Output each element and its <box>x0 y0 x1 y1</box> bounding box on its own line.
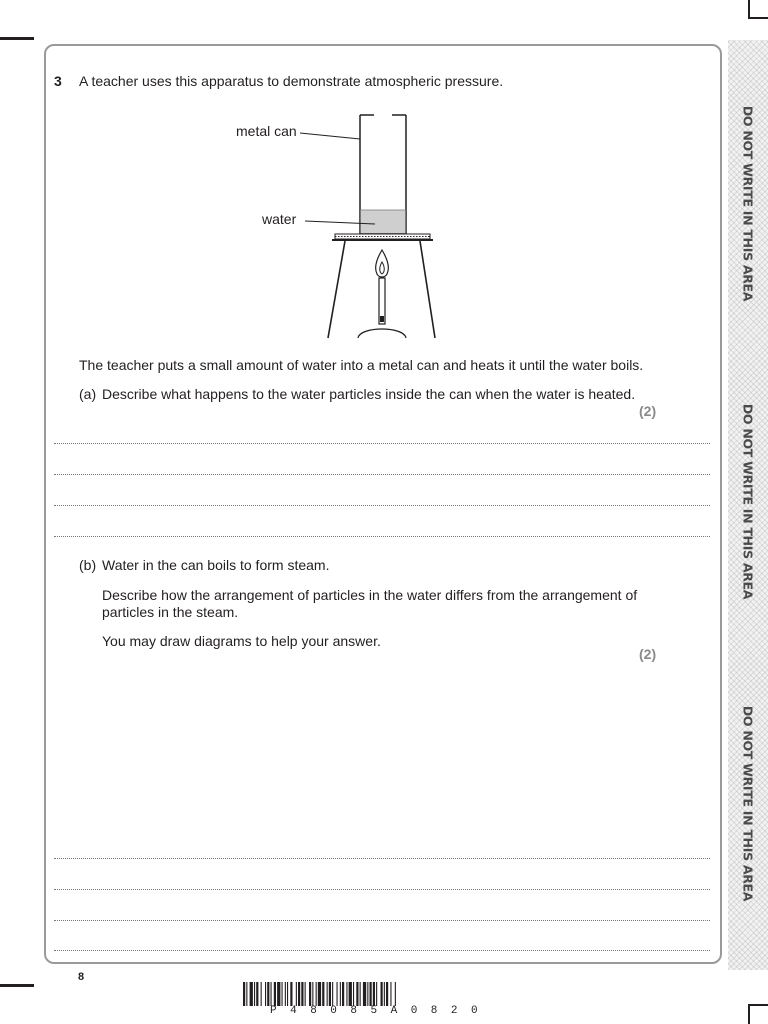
answer-line-a1[interactable] <box>54 443 710 444</box>
answer-line-a4[interactable] <box>54 536 710 537</box>
page-number: 8 <box>78 971 85 983</box>
part-b-text2: Describe how the arrangement of particles in the water differs from the arrangement of particles in the steam. <box>102 587 638 620</box>
apparatus-diagram <box>300 110 460 355</box>
margin-warning-1: DO NOT WRITE IN THIS AREA <box>740 105 756 302</box>
margin-warning-3: DO NOT WRITE IN THIS AREA <box>740 705 756 902</box>
answer-line-b3[interactable] <box>54 920 710 921</box>
label-water: water <box>262 211 297 227</box>
margin-warning-2: DO NOT WRITE IN THIS AREA <box>740 403 756 600</box>
part-a-label: (a) <box>79 386 97 402</box>
barcode-text: P48085A0820 <box>270 1005 492 1017</box>
corner-mark-top-right-h <box>748 17 768 19</box>
leader-line-water <box>305 221 375 224</box>
corner-mark-top-left <box>0 37 34 40</box>
leader-line-metal-can <box>300 133 360 139</box>
part-b-label: (b) <box>79 557 97 573</box>
answer-line-a2[interactable] <box>54 474 710 475</box>
barcode <box>243 982 523 1006</box>
question-context: The teacher puts a small amount of water into a metal can and heats it until the water boils. <box>79 357 644 373</box>
label-metal-can: metal can <box>236 123 297 139</box>
part-b-text1: Water in the can boils to form steam. <box>102 557 330 573</box>
corner-mark-bottom-right-h <box>748 1004 768 1006</box>
part-a-marks: (2) <box>639 403 657 419</box>
corner-mark-top-right <box>748 0 750 18</box>
answer-line-a3[interactable] <box>54 505 710 506</box>
corner-mark-bottom-right <box>748 1004 750 1024</box>
part-b-marks: (2) <box>639 646 657 662</box>
corner-mark-bottom-left <box>0 984 34 987</box>
answer-line-b2[interactable] <box>54 889 710 890</box>
question-intro: A teacher uses this apparatus to demonstrate atmospheric pressure. <box>79 73 504 89</box>
answer-line-b4[interactable] <box>54 950 710 951</box>
part-a-text: Describe what happens to the water particles inside the can when the water is heated. <box>102 386 636 402</box>
question-number: 3 <box>54 73 62 89</box>
part-b-text3: You may draw diagrams to help your answer. <box>102 633 381 649</box>
answer-line-b1[interactable] <box>54 858 710 859</box>
